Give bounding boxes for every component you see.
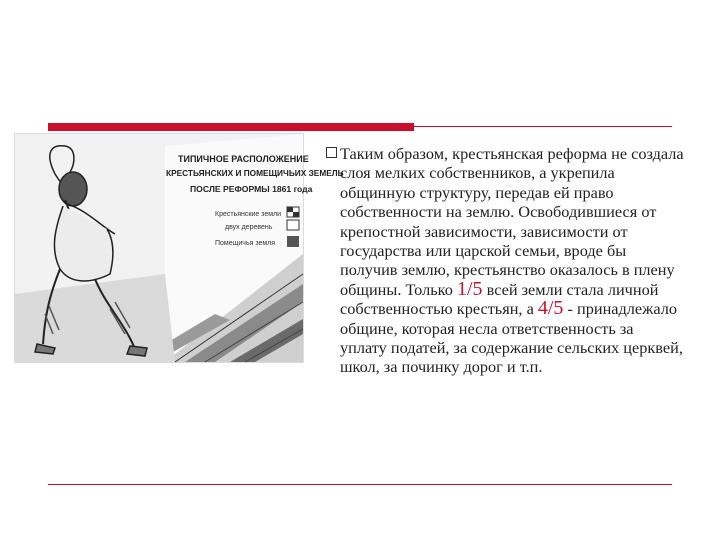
paragraph-text-part-3: - принадлежало общине, которая несла ответственность за уплату податей, за содержание сельских церквей, школ, за починку дорог и т.п.: [340, 299, 687, 377]
legend-swatch-3: [287, 236, 299, 247]
fraction-four-fifths: 4/5: [537, 297, 564, 320]
paragraph-text-part-1: Таким образом, крестьянская реформа не создала слоя мелких собственников, а укрепила общинную структуру, передав ей право собственности на землю. Освободившиеся от крепостной зависимости, зависимости от государства или царской семьи, вроде бы получив землю, крестьянство оказалось в плену общины. Только: [340, 144, 688, 299]
legend-label-3: Помещичья земля: [215, 240, 276, 247]
legend-label-1: Крестьянские земли: [215, 211, 282, 218]
legend-label-2: двух деревень: [225, 224, 273, 231]
fraction-one-fifth: 1/5: [456, 277, 483, 300]
bottom-divider: [48, 484, 672, 485]
bullet-paragraph: [326, 144, 688, 377]
illustration: [14, 133, 344, 363]
square-bullet-icon: [326, 147, 337, 158]
peasant-illustration: [15, 134, 344, 362]
top-red-bar: [48, 123, 414, 131]
body-text-block: [326, 144, 688, 377]
illustration-heading-line-1: ТИПИЧНОЕ РАСПОЛОЖЕНИЕ: [178, 154, 309, 164]
illustration-heading-line-3: ПОСЛЕ РЕФОРМЫ 1861 года: [190, 184, 313, 194]
top-divider: [48, 126, 672, 127]
illustration-heading-line-2: КРЕСТЬЯНСКИХ И ПОМЕЩИЧЬИХ ЗЕМЕЛЬ: [166, 168, 344, 178]
paragraph-text-part-2: всей земли стала личной собственностью крестьян, а: [340, 279, 663, 319]
legend-swatch-2: [287, 220, 299, 230]
